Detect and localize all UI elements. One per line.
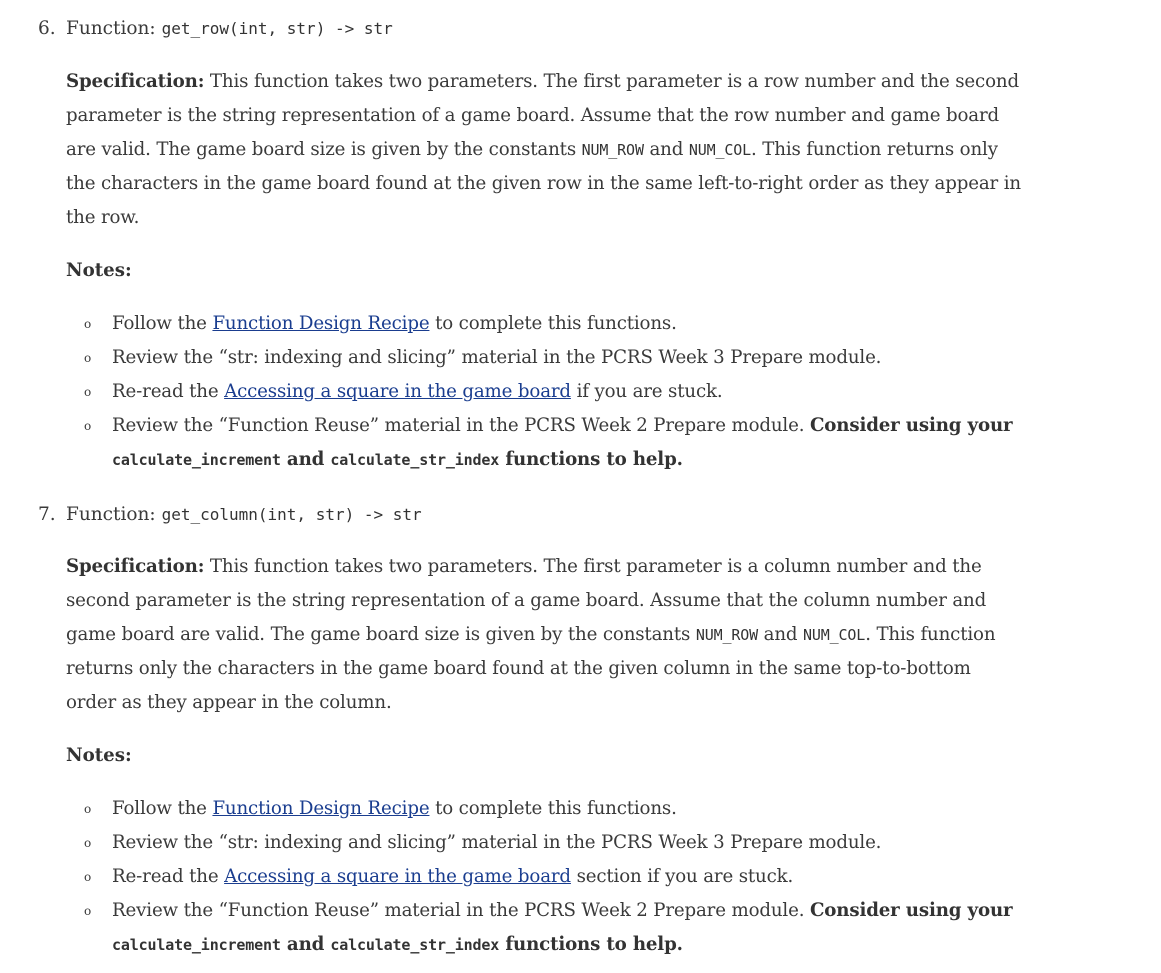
note-emphasis: Consider using your <box>809 415 1013 436</box>
bullet-icon: o <box>84 870 92 884</box>
code-calculate-str-index: calculate_str_index <box>330 936 500 954</box>
list-item <box>66 307 1026 341</box>
spec-text: This function takes two parameters. The first parameter is a column number and the second parameter is the string representation of a game board. Assume that the column number and game board are valid. The game board size is given by the constants <box>66 556 987 645</box>
notes-heading: Notes: <box>66 260 132 281</box>
notes-heading: Notes: <box>66 745 132 766</box>
bullet-icon: o <box>84 419 92 433</box>
specification-get-column <box>66 550 1026 720</box>
bullet-icon: o <box>84 351 92 365</box>
list-item <box>66 341 1026 375</box>
list-item <box>66 792 1026 826</box>
note-text: Review the “str: indexing and slicing” material in the PCRS Week 3 Prepare module. <box>112 832 882 853</box>
notes-list-get-column <box>66 792 1026 962</box>
spec-text: . This function returns only the characters in the game board found at the given row in the same left-to-right order as they appear in the row. <box>66 139 1021 228</box>
item-number: 6. <box>38 18 56 39</box>
bullet-icon: o <box>84 802 92 816</box>
bullet-icon: o <box>84 385 92 399</box>
const-num-col: NUM_COL <box>688 141 752 159</box>
function-signature: get_row(int, str) -> str <box>161 19 393 38</box>
accessing-square-link[interactable]: Accessing a square in the game board <box>224 866 571 887</box>
spec-text: This function takes two parameters. The first parameter is a row number and the second parameter is the string representation of a game board. Assume that the row number and game board are valid. The game board size is given by the constants <box>66 71 1019 160</box>
function-design-recipe-link[interactable]: Function Design Recipe <box>212 313 430 334</box>
note-text: to complete this functions. <box>429 313 677 334</box>
note-text: section if you are stuck. <box>570 866 794 887</box>
function-signature: get_column(int, str) -> str <box>161 505 422 524</box>
note-emphasis: functions to help. <box>499 449 683 470</box>
code-calculate-increment: calculate_increment <box>112 451 281 469</box>
code-calculate-str-index: calculate_str_index <box>330 451 500 469</box>
note-emphasis: functions to help. <box>499 934 683 955</box>
function-label: Function: <box>66 504 156 525</box>
note-text: if you are stuck. <box>570 381 723 402</box>
const-num-row: NUM_ROW <box>695 626 758 644</box>
list-item <box>66 860 1026 894</box>
bullet-icon: o <box>84 904 92 918</box>
list-item <box>66 826 1026 860</box>
spec-text: and <box>758 624 804 645</box>
note-text: to complete this functions. <box>429 798 677 819</box>
function-heading-get-row <box>38 17 393 41</box>
item-number: 7. <box>38 504 56 525</box>
list-item <box>66 375 1026 409</box>
const-num-col: NUM_COL <box>803 626 866 644</box>
function-design-recipe-link[interactable]: Function Design Recipe <box>212 798 430 819</box>
note-emphasis: Consider using your <box>809 900 1013 921</box>
note-text: Re-read the <box>112 381 225 402</box>
const-num-row: NUM_ROW <box>581 141 644 159</box>
function-heading-get-column <box>38 503 422 527</box>
note-text: Review the “str: indexing and slicing” material in the PCRS Week 3 Prepare module. <box>112 347 882 368</box>
note-text: Re-read the <box>112 866 225 887</box>
spec-label: Specification: <box>66 556 205 577</box>
bullet-icon: o <box>84 836 92 850</box>
spec-label: Specification: <box>66 71 205 92</box>
accessing-square-link[interactable]: Accessing a square in the game board <box>224 381 571 402</box>
note-text: Follow the <box>112 313 213 334</box>
note-text: Follow the <box>112 798 213 819</box>
specification-get-row <box>66 65 1026 235</box>
bullet-icon: o <box>84 317 92 331</box>
note-emphasis: and <box>280 449 331 470</box>
notes-list-get-row <box>66 307 1026 477</box>
note-emphasis: and <box>280 934 331 955</box>
note-text: Review the “Function Reuse” material in the PCRS Week 2 Prepare module. <box>112 900 810 921</box>
code-calculate-increment: calculate_increment <box>112 936 281 954</box>
note-text: Review the “Function Reuse” material in the PCRS Week 2 Prepare module. <box>112 415 810 436</box>
spec-text: and <box>643 139 689 160</box>
function-label: Function: <box>66 18 156 39</box>
list-item <box>66 409 1026 477</box>
spec-text: . This function returns only the characters in the game board found at the given column in the same top-to-bottom order as they appear in the column. <box>66 624 996 713</box>
list-item <box>66 894 1026 962</box>
